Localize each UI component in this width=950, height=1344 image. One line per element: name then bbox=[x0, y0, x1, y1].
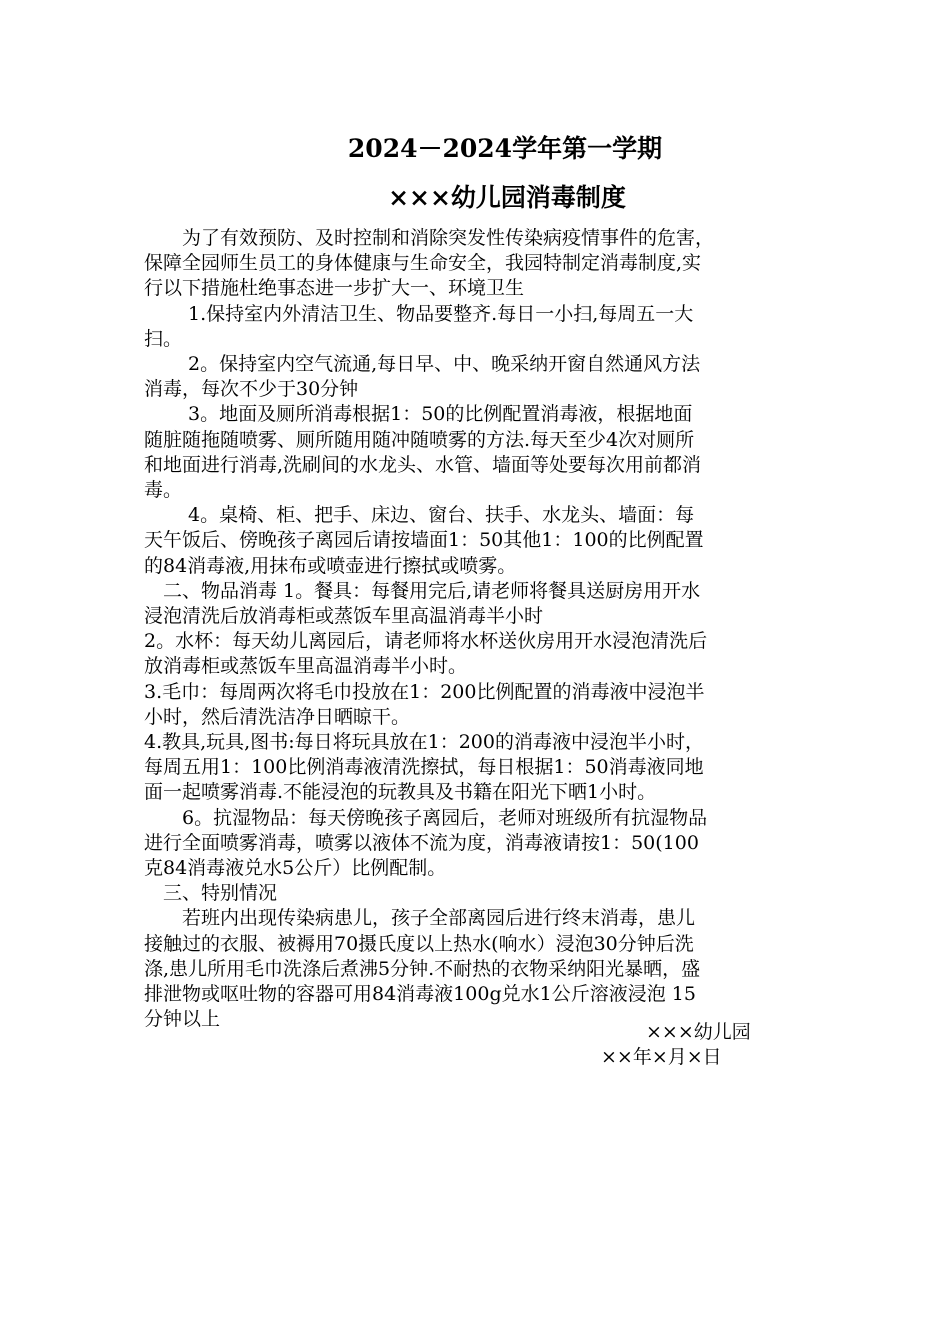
signature-date: ××年×月×日 bbox=[601, 1046, 722, 1068]
body-line: 毒。 bbox=[144, 479, 183, 501]
body-line: 的84消毒液,用抹布或喷壶进行擦拭或喷雾。 bbox=[144, 554, 517, 577]
body-line: 每周五用1：100比例消毒液清洗擦拭，每日根据1：50消毒液同地 bbox=[144, 756, 704, 779]
body-line: 3。地面及厕所消毒根据1：50的比例配置消毒液，根据地面 bbox=[144, 403, 693, 426]
body-line: 消毒，每次不少于30分钟 bbox=[144, 378, 359, 401]
body-line: 克84消毒液兑水5公斤）比例配制。 bbox=[144, 857, 447, 879]
body-line: 行以下措施杜绝事态进一步扩大一、环境卫生 bbox=[144, 277, 525, 300]
body-line: 保障全园师生员工的身体健康与生命安全，我园特制定消毒制度,实 bbox=[144, 252, 702, 275]
body-line: 为了有效预防、及时控制和消除突发性传染病疫情事件的危害， bbox=[144, 227, 715, 249]
body-line: 面一起喷雾消毒.不能浸泡的玩教具及书籍在阳光下晒1小时。 bbox=[144, 781, 657, 804]
body-line: 1.保持室内外清洁卫生、物品要整齐.每日一小扫,每周五一大 bbox=[144, 302, 694, 325]
document-title: ×××幼儿园消毒制度 bbox=[388, 183, 626, 212]
body-line: 进行全面喷雾消毒，喷雾以液体不流为度，消毒液请按1：50(100 bbox=[144, 831, 699, 854]
body-line: 6。抗湿物品：每天傍晚孩子离园后，老师对班级所有抗湿物品 bbox=[144, 806, 708, 829]
body-line: 4.教具,玩具,图书:每日将玩具放在1：200的消毒液中浸泡半小时， bbox=[144, 731, 704, 753]
body-line: 2。保持室内空气流通,每日早、中、晚采纳开窗自然通风方法 bbox=[144, 353, 701, 375]
body-line: 涤,患儿所用毛巾洗涤后煮沸5分钟.不耐热的衣物采纳阳光暴晒，盛 bbox=[144, 957, 701, 980]
document-title-term: 2024－2024学年第一学期 bbox=[347, 134, 663, 163]
body-line: 三、特别情况 bbox=[144, 882, 278, 905]
body-line: 随脏随拖随喷雾、厕所随用随冲随喷雾的方法.每天至少4次对厕所 bbox=[144, 428, 695, 451]
body-line: 扫。 bbox=[144, 327, 183, 350]
body-line: 和地面进行消毒,洗刷间的水龙头、水管、墙面等处要每次用前都消 bbox=[144, 453, 702, 476]
signature-organization: ×××幼儿园 bbox=[646, 1021, 751, 1043]
body-line: 二、物品消毒 1。餐具：每餐用完后,请老师将餐具送厨房用开水 bbox=[144, 579, 701, 602]
body-line: 2。水杯：每天幼儿离园后，请老师将水杯送伙房用开水浸泡清洗后 bbox=[144, 630, 708, 653]
body-line: 3.毛巾：每周两次将毛巾投放在1：200比例配置的消毒液中浸泡半 bbox=[144, 680, 705, 703]
body-line: 浸泡清洗后放消毒柜或蒸饭车里高温消毒半小时 bbox=[144, 605, 544, 627]
body-line: 接触过的衣服、被褥用70摄氏度以上热水(响水）浸泡30分钟后洗 bbox=[144, 932, 694, 955]
body-line: 4。桌椅、柜、把手、床边、窗台、扶手、水龙头、墙面：每 bbox=[144, 504, 695, 527]
body-line: 排泄物或呕吐物的容器可用84消毒液100g兑水1公斤溶液浸泡 15 bbox=[144, 983, 696, 1005]
body-line: 放消毒柜或蒸饭车里高温消毒半小时。 bbox=[144, 655, 468, 678]
body-line: 分钟以上 bbox=[144, 1008, 221, 1031]
body-line: 小时，然后清洗洁净日晒晾干。 bbox=[144, 705, 411, 728]
body-line: 若班内出现传染病患儿，孩子全部离园后进行终末消毒，患儿 bbox=[144, 907, 696, 930]
body-line: 天午饭后、傍晚孩子离园后请按墙面1：50其他1：100的比例配置 bbox=[144, 529, 704, 552]
